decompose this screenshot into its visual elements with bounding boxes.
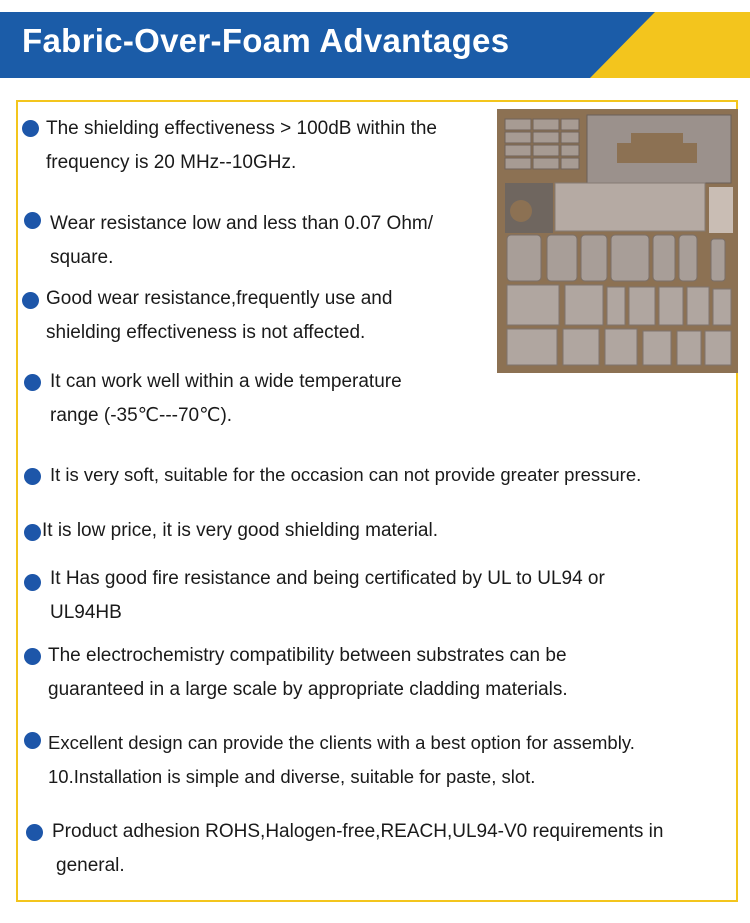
advantage-line: The electrochemistry compatibility between substrates can be — [48, 645, 567, 666]
advantage-line: It is very soft, suitable for the occasion can not provide greater pressure. — [50, 464, 642, 485]
advantage-line: The shielding effectiveness > 100dB within the — [46, 118, 437, 139]
advantage-line: range (-35℃---70℃). — [50, 405, 233, 426]
advantage-item — [48, 726, 635, 794]
advantage-item — [52, 815, 663, 883]
advantage-item — [50, 365, 402, 433]
bullet-icon — [22, 292, 39, 309]
header-accent-stripe — [590, 12, 750, 78]
advantage-line: It is low price, it is very good shielding material. — [42, 520, 438, 541]
advantage-line: Wear resistance low and less than 0.07 Ohm/ — [50, 213, 434, 234]
bullet-icon — [24, 212, 41, 229]
bullet-icon — [24, 374, 41, 391]
advantage-line: Product adhesion ROHS,Halogen-free,REACH,UL94-V0 requirements in — [52, 821, 664, 842]
bullet-icon — [24, 648, 41, 665]
bullet-icon — [22, 120, 39, 137]
advantage-line: 10.Installation is simple and diverse, suitable for paste, slot. — [48, 766, 536, 787]
advantage-line: Excellent design can provide the clients with a best option for assembly. — [48, 732, 635, 753]
advantage-line: shielding effectiveness is not affected. — [46, 322, 366, 343]
advantage-item — [50, 458, 641, 492]
advantage-line: UL94HB — [50, 602, 122, 623]
page-title: Fabric-Over-Foam Advantages — [22, 22, 510, 59]
bullet-icon — [24, 468, 41, 485]
header-banner — [0, 12, 750, 78]
advantage-item — [42, 514, 438, 548]
bullet-icon — [24, 732, 41, 749]
bullet-icon — [26, 824, 43, 841]
advantage-item — [48, 639, 568, 707]
advantage-line: frequency is 20 MHz--10GHz. — [46, 152, 297, 173]
bullet-icon — [24, 524, 41, 541]
advantage-item — [50, 207, 433, 275]
advantage-line: It can work well within a wide temperature — [50, 371, 402, 392]
advantage-item — [46, 282, 392, 350]
advantage-item — [46, 112, 437, 180]
bullet-icon — [24, 574, 41, 591]
advantage-line: Good wear resistance,frequently use and — [46, 288, 393, 309]
advantage-line: square. — [50, 247, 114, 268]
foam-gasket-samples-image — [497, 109, 738, 373]
advantage-line: It Has good fire resistance and being certificated by UL to UL94 or — [50, 568, 605, 589]
advantage-line: general. — [56, 855, 125, 876]
advantage-item — [50, 562, 605, 630]
advantage-line: guaranteed in a large scale by appropriate cladding materials. — [48, 679, 568, 700]
